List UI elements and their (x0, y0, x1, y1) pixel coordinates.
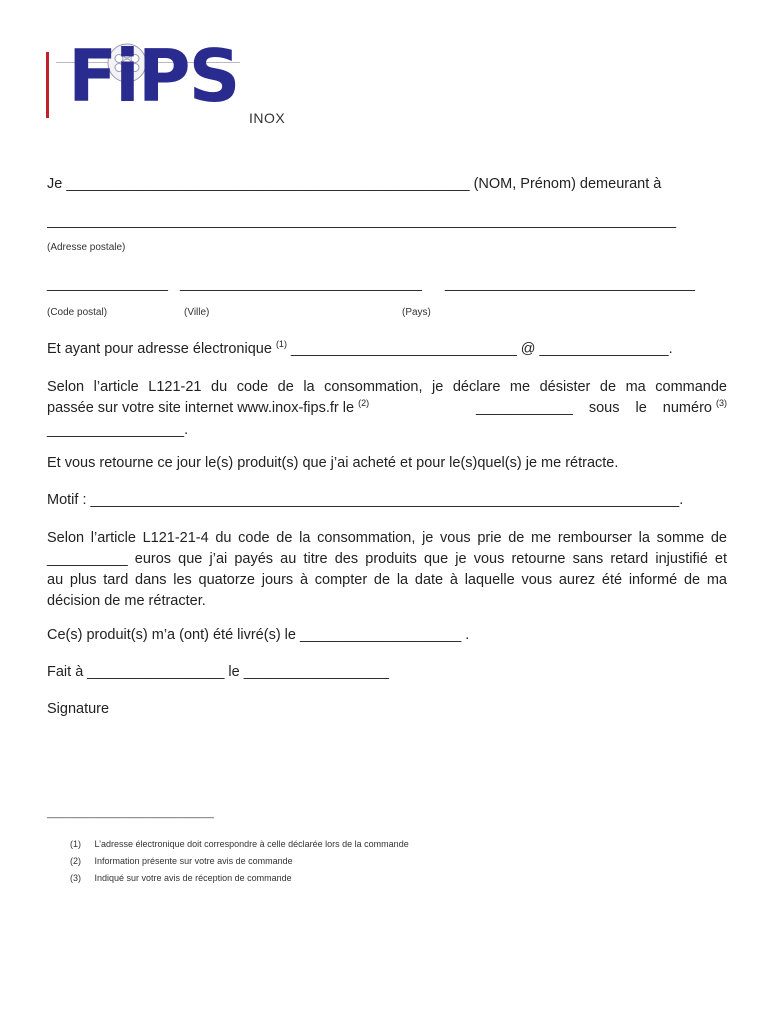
refund-paragraph (47, 528, 727, 612)
refund-line-4: décision de me rétracter. (47, 593, 206, 609)
postal-code-blank: _______________ (47, 276, 168, 292)
country-label: (Pays) (402, 307, 431, 318)
withdrawal-line-2 (47, 398, 727, 420)
return-line: Et vous retourne ce jour le(s) produit(s) que j’ai acheté et pour le(s)quel(s) je me rétracte. (47, 455, 619, 471)
footnote-number: (3) (70, 873, 81, 883)
footnote-text: Indiqué sur votre avis de réception de commande (94, 873, 292, 883)
order-number-text: ____________ sous le numéro (476, 400, 712, 416)
refund-line-3: au plus tard dans les quatorze jours à compter de la date à laquelle vous aurez été informé de ma (47, 572, 727, 588)
footnote-text: L’adresse électronique doit correspondre à celle déclarée lors de la commande (94, 839, 409, 849)
footnote-text: Information présente sur votre avis de commande (94, 856, 293, 866)
footnote-number: (1) (70, 839, 81, 849)
delivery-date-line: Ce(s) produit(s) m’a (ont) été livré(s) le ____________________ . (47, 627, 470, 643)
withdrawal-paragraph (47, 377, 727, 441)
address-line: ______________________________________________________________________________ (47, 213, 677, 229)
signature-label: Signature (47, 701, 110, 717)
footnote-number: (2) (70, 856, 81, 866)
motif-line: Motif : _________________________________________________________________________. (47, 492, 684, 508)
footnote-rule: ______________________________ (47, 808, 214, 819)
city-label: (Ville) (184, 307, 210, 318)
email-line (47, 341, 673, 357)
logo-red-bar (46, 52, 49, 118)
address-label: (Adresse postale) (47, 242, 126, 253)
footnote-ref-2: (2) (358, 398, 370, 408)
footnote-2 (70, 856, 293, 866)
email-line-text: Et ayant pour adresse électronique (47, 341, 272, 357)
name-line: Je __________________________________________________ (NOM, Prénom) demeurant à (47, 176, 662, 192)
footnote-ref-1: (1) (275, 339, 287, 349)
city-blank: ______________________________ (180, 276, 422, 292)
refund-line-2: __________ euros que j’ai payés au titre des produits que je vous retourne sans retard injustifié et (47, 551, 727, 567)
place-date-line: Fait à _________________ le __________________ (47, 664, 389, 680)
logo-wordmark: FiPS (68, 34, 239, 118)
withdrawal-line-3: _________________. (47, 422, 189, 438)
email-blank: ____________________________ @ ________________. (290, 341, 673, 357)
postal-code-label: (Code postal) (47, 307, 108, 318)
footnote-1 (70, 839, 409, 849)
country-blank: _______________________________ (445, 276, 695, 292)
footnote-ref-3: (3) (716, 398, 727, 408)
logo-subtitle: INOX (249, 110, 286, 126)
footnote-3 (70, 873, 292, 883)
refund-line-1: Selon l’article L121-21-4 du code de la consommation, je vous prie de me rembourser la somme de (47, 530, 727, 546)
withdrawal-line-2-text: passée sur votre site internet www.inox-fips.fr le (47, 400, 355, 416)
withdrawal-line-1: Selon l’article L121-21 du code de la consommation, je déclare me désister de ma commande (47, 379, 727, 395)
